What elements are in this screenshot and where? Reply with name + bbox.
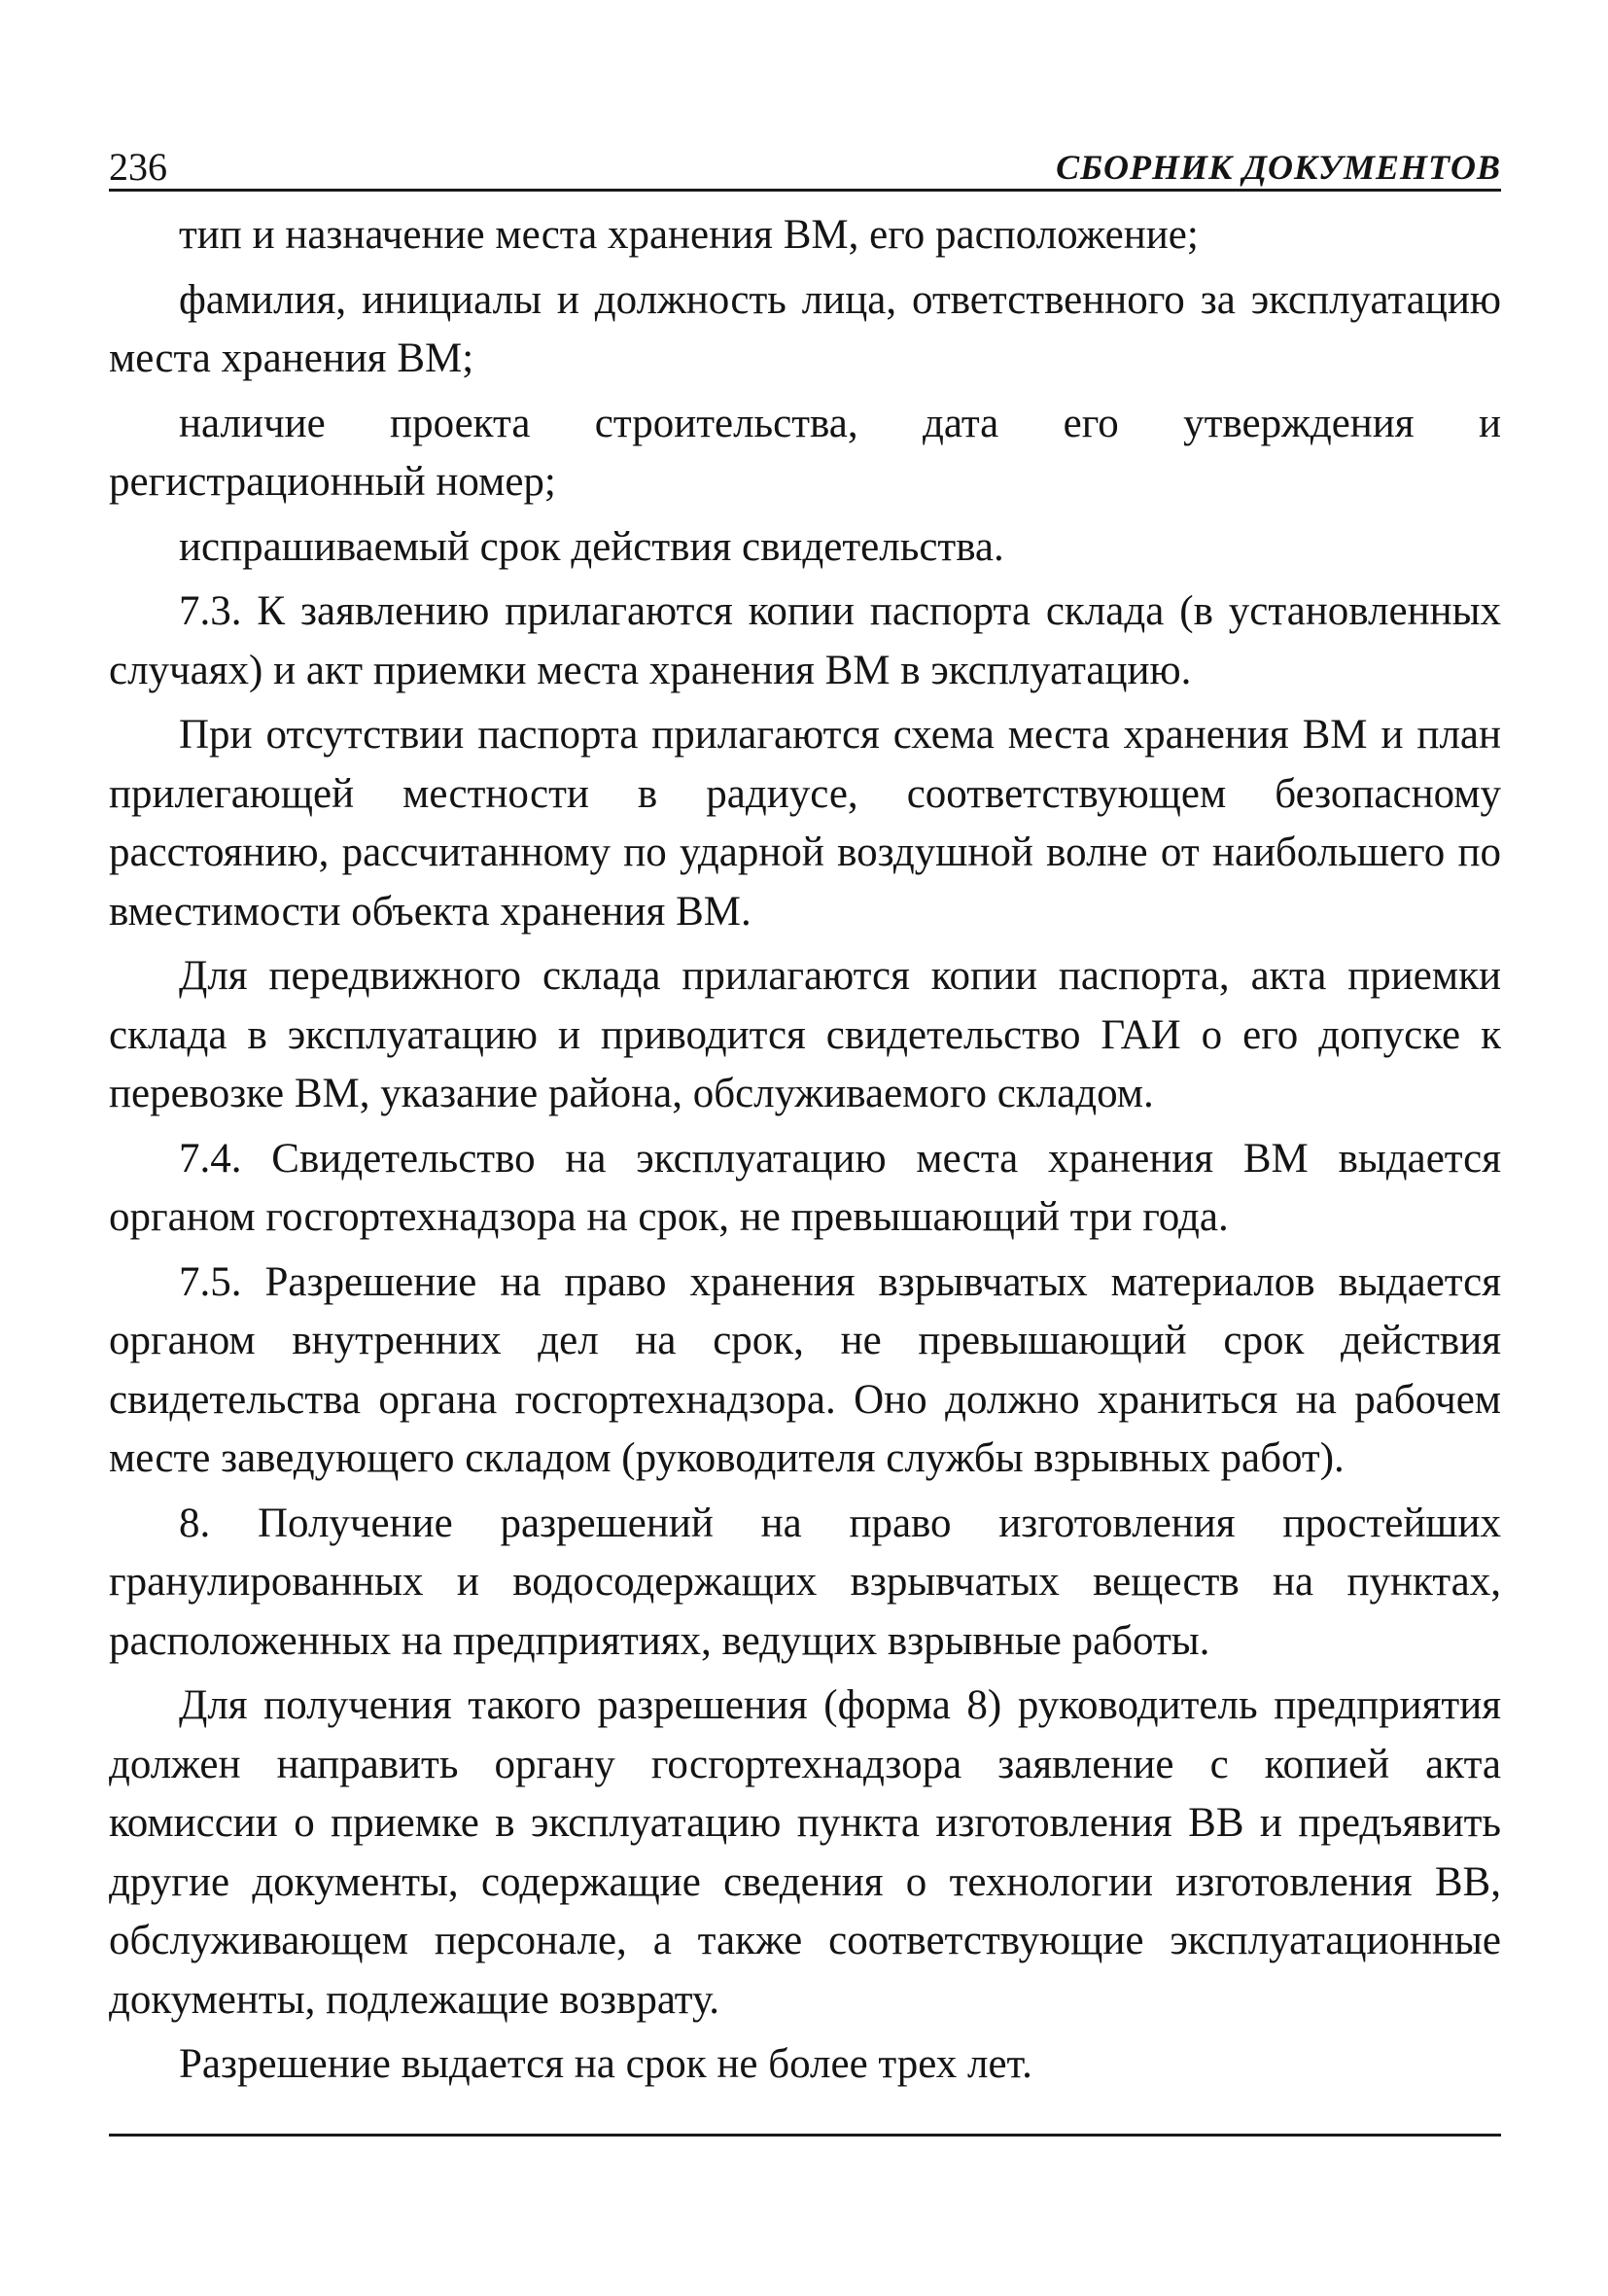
paragraph: Разрешение выдается на срок не более трех лет. xyxy=(179,2041,1032,2087)
paragraph: Для передвижного склада прилагаются копии паспорта, акта приемки склада в эксплуатацию и приводится свидетельство ГАИ о его допуске к перевозке ВМ, указание района, обслуживаемого складом. xyxy=(109,953,1501,1116)
paragraph: наличие проекта строительства, дата его утверждения и регистрационный номер; xyxy=(109,400,1501,505)
paragraph: 7.3. К заявлению прилагаются копии паспорта склада (в установленных случаях) и акт приемки места хранения ВМ в эксплуатацию. xyxy=(109,588,1501,693)
collection-title: СБОРНИК ДОКУМЕНТОВ xyxy=(1056,148,1501,187)
paragraph: При отсутствии паспорта прилагаются схема места хранения ВМ и план прилегающей местности в радиусе, соответствующем безопасному расстоянию, рассчитанному по ударной воздушной волне от наибольшего по вместимости объекта хранения ВМ. xyxy=(109,712,1501,935)
paragraph: 8. Получение разрешений на право изготовления простейших гранулированных и водосодержащих взрывчатых веществ на пунктах, расположенных на предприятиях, ведущих взрывные работы. xyxy=(109,1500,1501,1664)
paragraph: 7.5. Разрешение на право хранения взрывчатых материалов выдается органом внутренних дел на срок, не превышающий срок действия свидетельства органа госгортехнадзора. Оно должно храниться на рабочем месте заведующего складом (руководителя службы взрывных работ). xyxy=(109,1258,1501,1481)
bottom-rule xyxy=(109,2134,1501,2137)
paragraph: 7.4. Свидетельство на эксплуатацию места хранения ВМ выдается органом госгортехнадзора на срок, не превышающий три года. xyxy=(109,1135,1501,1240)
paragraph: Для получения такого разрешения (форма 8) руководитель предприятия должен направить органу госгортехнадзора заявление с копией акта комиссии о приемке в эксплуатацию пункта изготовления ВВ и предъявить другие документы, содержащие сведения о технологии изготовления ВВ, обслуживающем персонале, а также соответствующие эксплуатационные документы, подлежащие возврату. xyxy=(109,1682,1501,2023)
paragraph: фамилия, инициалы и должность лица, ответственного за эксплуатацию места хранения ВМ; xyxy=(109,276,1501,381)
body-text xyxy=(109,206,1501,2101)
running-head xyxy=(109,134,1501,192)
paragraph: испрашиваемый срок действия свидетельства. xyxy=(179,523,1004,570)
page-number: 236 xyxy=(109,145,167,189)
paragraph: тип и назначение места хранения ВМ, его расположение; xyxy=(179,212,1199,258)
